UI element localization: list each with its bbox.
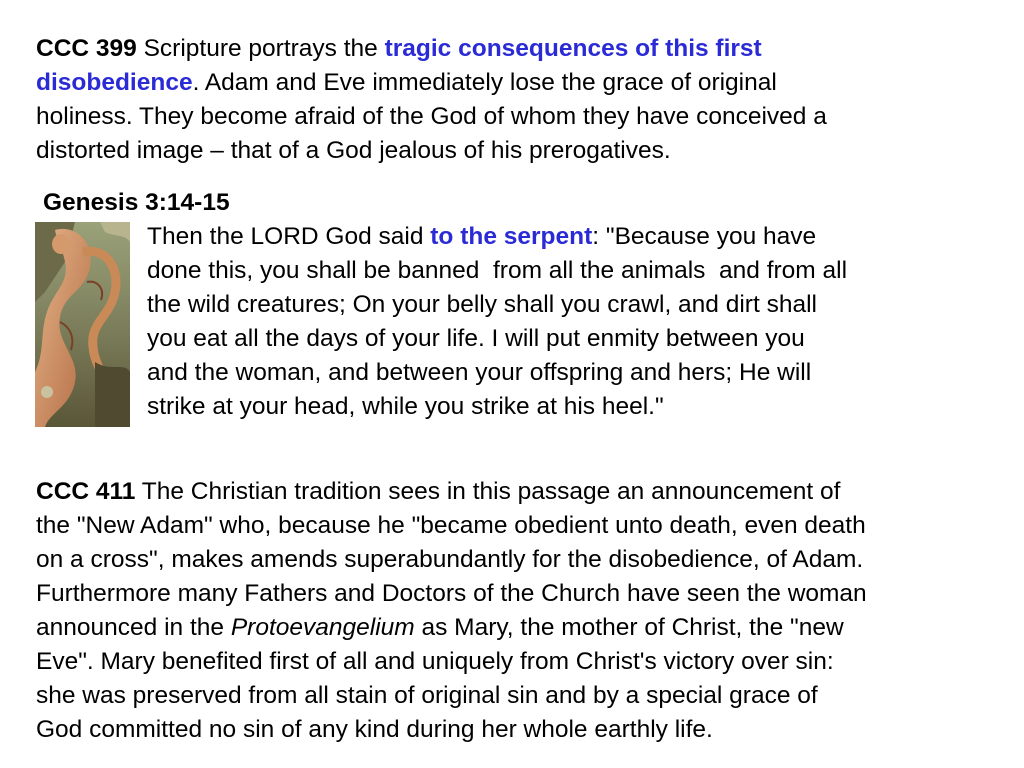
serpent-painting-svg [35,222,130,427]
ccc-399-highlight-2: disobedience [36,69,193,96]
ccc-411-line-3: on a cross", makes amends superabundantly for the disobedience, of Adam. [36,546,864,573]
ccc-399-line-4: distorted image – that of a God jealous of his prerogatives. [36,137,671,164]
ccc-411-line-1 [36,475,867,509]
ccc-411-line-5 [36,611,867,645]
ccc-399-line-2 [36,66,827,100]
ccc-411-line-7: she was preserved from all stain of original sin and by a special grace of [36,682,818,709]
ccc-399-ref: CCC 399 [36,35,137,62]
genesis-highlight: to the serpent [430,223,593,250]
ccc-411-line-1-text: The Christian tradition sees in this passage an announcement of [135,478,841,505]
ccc-411-line-5-end: as Mary, the mother of Christ, the "new [414,614,844,641]
ccc-399-line-1 [36,32,827,66]
ccc-399-highlight-1: tragic consequences of this first [384,35,762,62]
genesis-line-3: the wild creatures; On your belly shall you crawl, and dirt shall [147,291,817,318]
ccc-411-paragraph [36,475,867,747]
genesis-line-5: and the woman, and between your offspring and hers; He will [147,359,812,386]
ccc-411-line-4: Furthermore many Fathers and Doctors of the Church have seen the woman [36,580,867,607]
ccc-399-paragraph [36,32,827,168]
ccc-399-line-3: holiness. They become afraid of the God of whom they have conceived a [36,103,827,130]
ccc-411-ref: CCC 411 [36,478,136,505]
ccc-399-line-2-text: . Adam and Eve immediately lose the grace of original [192,69,777,96]
serpent-painting-image [35,222,130,427]
genesis-line-2: done this, you shall be banned from all the animals and from all [147,257,848,284]
ccc-411-line-5-text: announced in the [36,614,231,641]
genesis-line-4: you eat all the days of your life. I will put enmity between you [147,325,805,352]
ccc-411-line-6: Eve". Mary benefited first of all and uniquely from Christ's victory over sin: [36,648,834,675]
genesis-line-1 [147,220,847,254]
ccc-411-line-8: God committed no sin of any kind during her whole earthly life. [36,716,713,743]
protoevangelium-term: Protoevangelium [230,614,415,641]
ccc-411-line-2: the "New Adam" who, because he "became obedient unto death, even death [36,512,866,539]
genesis-quote [147,220,847,424]
ccc-399-line-1-text: Scripture portrays the [136,35,385,62]
genesis-line-6: strike at your head, while you strike at his heel." [147,393,664,420]
genesis-heading: Genesis 3:14-15 [43,189,230,216]
genesis-line-1-text: Then the LORD God said [147,223,431,250]
genesis-line-1-end: : "Because you have [592,223,817,250]
